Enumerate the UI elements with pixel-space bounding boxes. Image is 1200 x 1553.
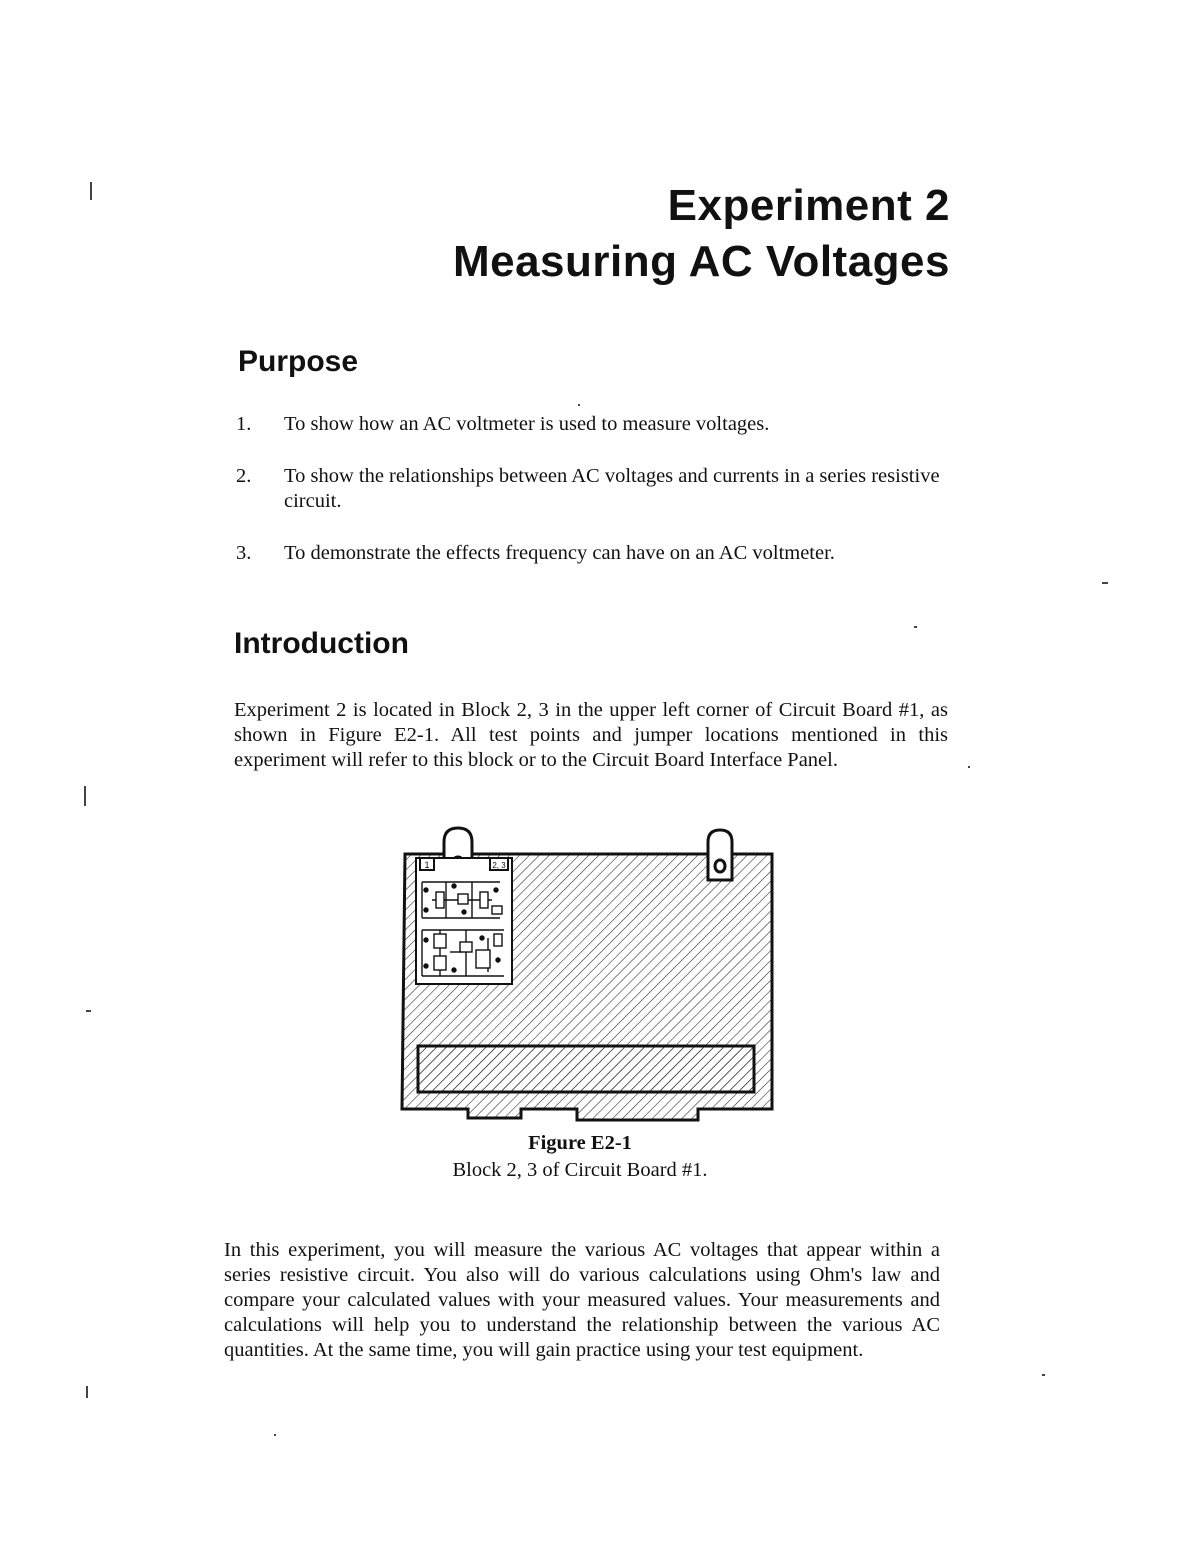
purpose-item-text: To demonstrate the effects frequency can have on an AC voltmeter. <box>284 542 835 564</box>
scan-speck <box>914 626 917 628</box>
clip-right <box>708 830 732 880</box>
purpose-item <box>236 464 952 514</box>
scan-speck <box>1042 1374 1045 1376</box>
experiment-label: Experiment 2 <box>667 181 950 230</box>
circuit-board-figure <box>396 820 780 1122</box>
page-title-block <box>453 178 950 290</box>
figure-caption <box>380 1130 780 1184</box>
scan-speck <box>84 786 86 806</box>
scan-speck <box>1102 582 1108 584</box>
purpose-heading: Purpose <box>238 345 359 378</box>
purpose-list <box>236 412 952 593</box>
introduction-heading: Introduction <box>234 627 409 660</box>
closing-paragraph: In this experiment, you will measure the various AC voltages that appear within a series resistive circuit. You also will do various calculations using Ohm's law and compare your calculated values with your measured values. Your measurements and calculations will help you to understand the relationship between the various AC quantities. At the same time, you will gain practice using your test equipment. <box>224 1239 940 1361</box>
scan-speck <box>274 1434 276 1436</box>
block-tag-right: 2, 3 <box>492 861 506 870</box>
purpose-item-text: To show how an AC voltmeter is used to measure voltages. <box>284 413 770 435</box>
circuit-block-2-3 <box>416 858 512 984</box>
scan-speck <box>968 766 970 768</box>
scan-speck <box>90 182 92 200</box>
interface-panel-strip <box>418 1046 754 1092</box>
scan-speck <box>86 1386 88 1398</box>
purpose-item-text: To show the relationships between AC voltages and currents in a series resistive circuit. <box>284 465 940 512</box>
purpose-item-number: 1. <box>236 413 252 435</box>
purpose-item <box>236 412 952 437</box>
scan-speck <box>578 404 580 406</box>
introduction-paragraph: Experiment 2 is located in Block 2, 3 in the upper left corner of Circuit Board #1, as shown in Figure E2-1. All test points and jumper locations mentioned in this experiment will refer to this block or to the Circuit Board Interface Panel. <box>234 699 948 771</box>
scan-speck <box>86 1010 91 1012</box>
experiment-title: Measuring AC Voltages <box>452 237 950 286</box>
figure-label: Figure E2-1 <box>528 1132 632 1154</box>
purpose-item <box>236 541 952 566</box>
figure-caption-text: Block 2, 3 of Circuit Board #1. <box>452 1159 708 1181</box>
purpose-item-number: 2. <box>236 465 252 487</box>
purpose-item-number: 3. <box>236 542 252 564</box>
block-tag-left: 1 <box>424 860 430 870</box>
